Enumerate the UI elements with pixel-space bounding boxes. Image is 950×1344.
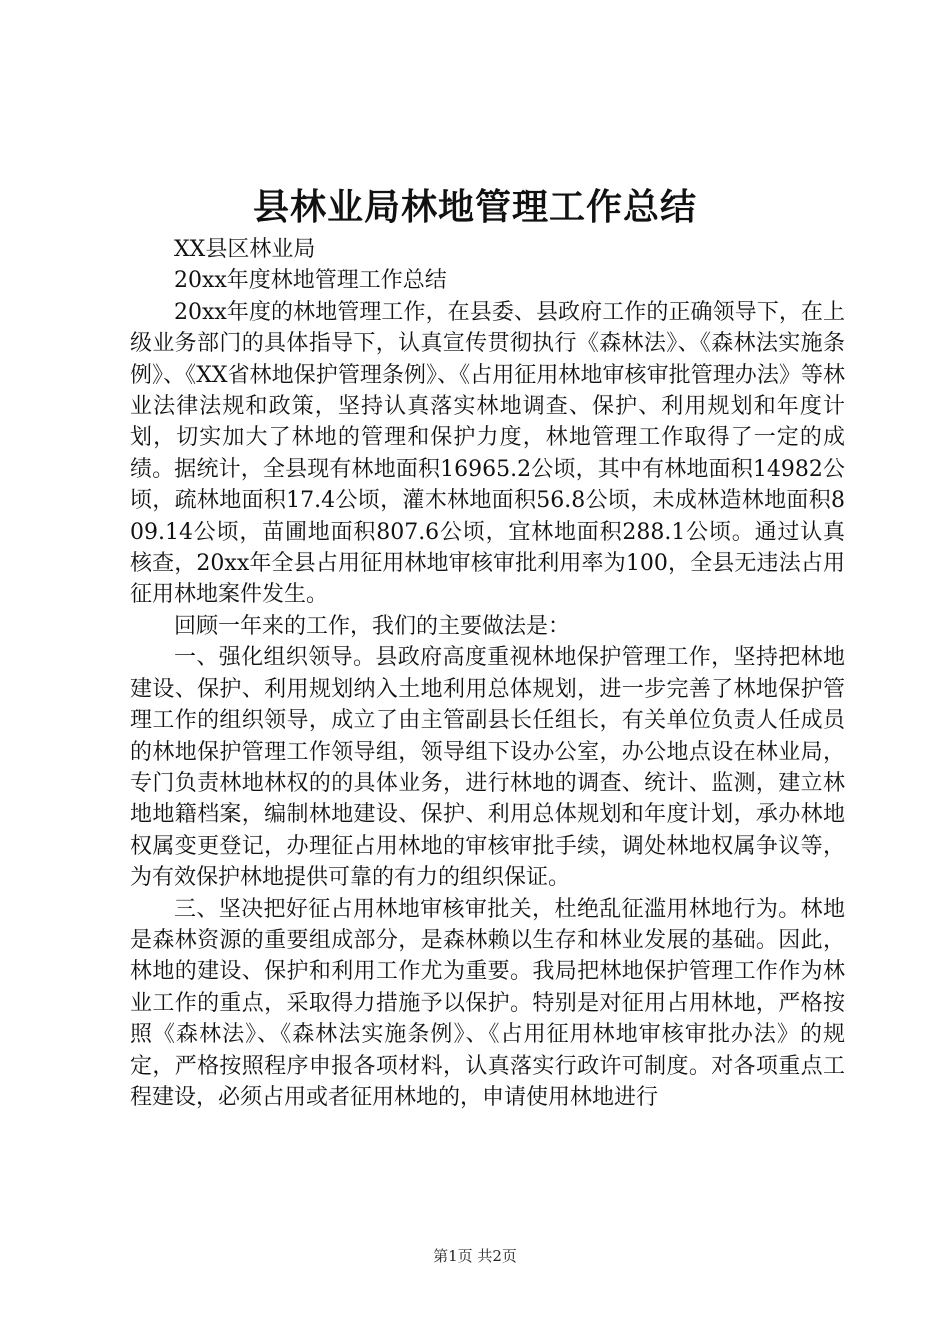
paragraph-section-one: 一、强化组织领导。县政府高度重视林地保护管理工作，坚持把林地建设、保护、利用规划纳入土地利用总体规划，进一步完善了林地保护管理工作的组织领导，成立了由主管副县长任组长，有关单位负责人任成员的林地保护管理工作领导组，领导组下设办公室，办公地点设在林业局，专门负责林地林权的的具体业务，进行林地的调查、统计、监测，建立林地地籍档案，编制林地建设、保护、利用总体规划和年度计划，承办林地权属变更登记，办理征占用林地的审核审批手续，调处林地权属争议等，为有效保护林地提供可靠的有力的组织保证。 [130,645,845,891]
document-body [130,234,845,1113]
paragraph-issuer: XX县区林业局 [174,237,316,262]
page-footer: 第1页 共2页 [433,1247,517,1265]
paragraph-section-three: 三、坚决把好征占用林地审核审批关，杜绝乱征滥用林地行为。林地是森林资源的重要组成部分，是森林赖以生存和林业发展的基础。因此，林地的建设、保护和利用工作尤为重要。我局把林地保护管理工作作为林业工作的重点，采取得力措施予以保护。特别是对征用占用林地，严格按照《森林法》、《森林法实施条例》、《占用征用林地审核审批办法》的规定，严格按照程序申报各项材料，认真落实行政许可制度。对各项重点工程建设，必须占用或者征用林地的，申请使用林地进行 [130,896,845,1110]
paragraph-overview: 20xx年度的林地管理工作，在县委、县政府工作的正确领导下，在上级业务部门的具体指导下，认真宣传贯彻执行《森林法》、《森林法实施条例》、《XX省林地保护管理条例》、《占用征用林地审核审批管理办法》等林业法律法规和政策，坚持认真落实林地调查、保护、利用规划和年度计划，切实加大了林地的管理和保护力度，林地管理工作取得了一定的成绩。据统计，全县现有林地面积16965.2公顷，其中有林地面积14982公顷，疏林地面积17.4公顷，灌木林地面积56.8公顷，未成林造林地面积809.14公顷，苗圃地面积807.6公顷，宜林地面积288.1公顷。通过认真核查，20xx年全县占用征用林地审核审批利用率为100，全县无违法占用征用林地案件发生。 [130,299,845,608]
paragraph-review-intro: 回顾一年来的工作，我们的主要做法是： [174,613,571,639]
paragraph-subtitle: 20xx年度林地管理工作总结 [174,268,447,294]
document-title: 县林业局林地管理工作总结 [252,187,697,228]
